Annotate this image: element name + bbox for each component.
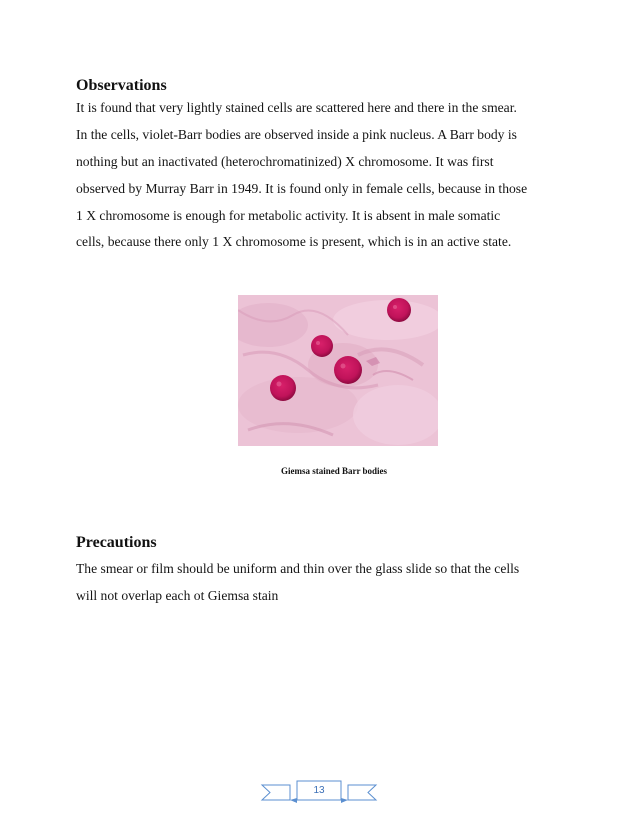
page-number: 13 — [313, 785, 325, 796]
observations-heading: Observations — [76, 77, 167, 94]
precautions-line-2: will not overlap each ot Giemsa stain — [76, 588, 279, 603]
observations-line-6: cells, because there only 1 X chromosome is present, which is in an active state. — [76, 234, 512, 249]
observations-line-1: It is found that very lightly stained cells are scattered here and there in the smear. — [76, 100, 517, 115]
page-number-ribbon — [260, 780, 378, 804]
barr-bodies-micrograph — [238, 295, 438, 446]
observations-line-3: nothing but an inactivated (heterochromatinized) X chromosome. It was first — [76, 154, 494, 169]
observations-line-5: 1 X chromosome is enough for metabolic activity. It is absent in male somatic — [76, 208, 501, 223]
precautions-line-1: The smear or film should be uniform and thin over the glass slide so that the cells — [76, 561, 520, 576]
figure-caption: Giemsa stained Barr bodies — [280, 466, 388, 476]
observations-line-4: observed by Murray Barr in 1949. It is found only in female cells, because in those — [76, 181, 528, 196]
observations-line-2: In the cells, violet-Barr bodies are observed inside a pink nucleus. A Barr body is — [76, 127, 517, 142]
precautions-heading: Precautions — [76, 534, 157, 551]
